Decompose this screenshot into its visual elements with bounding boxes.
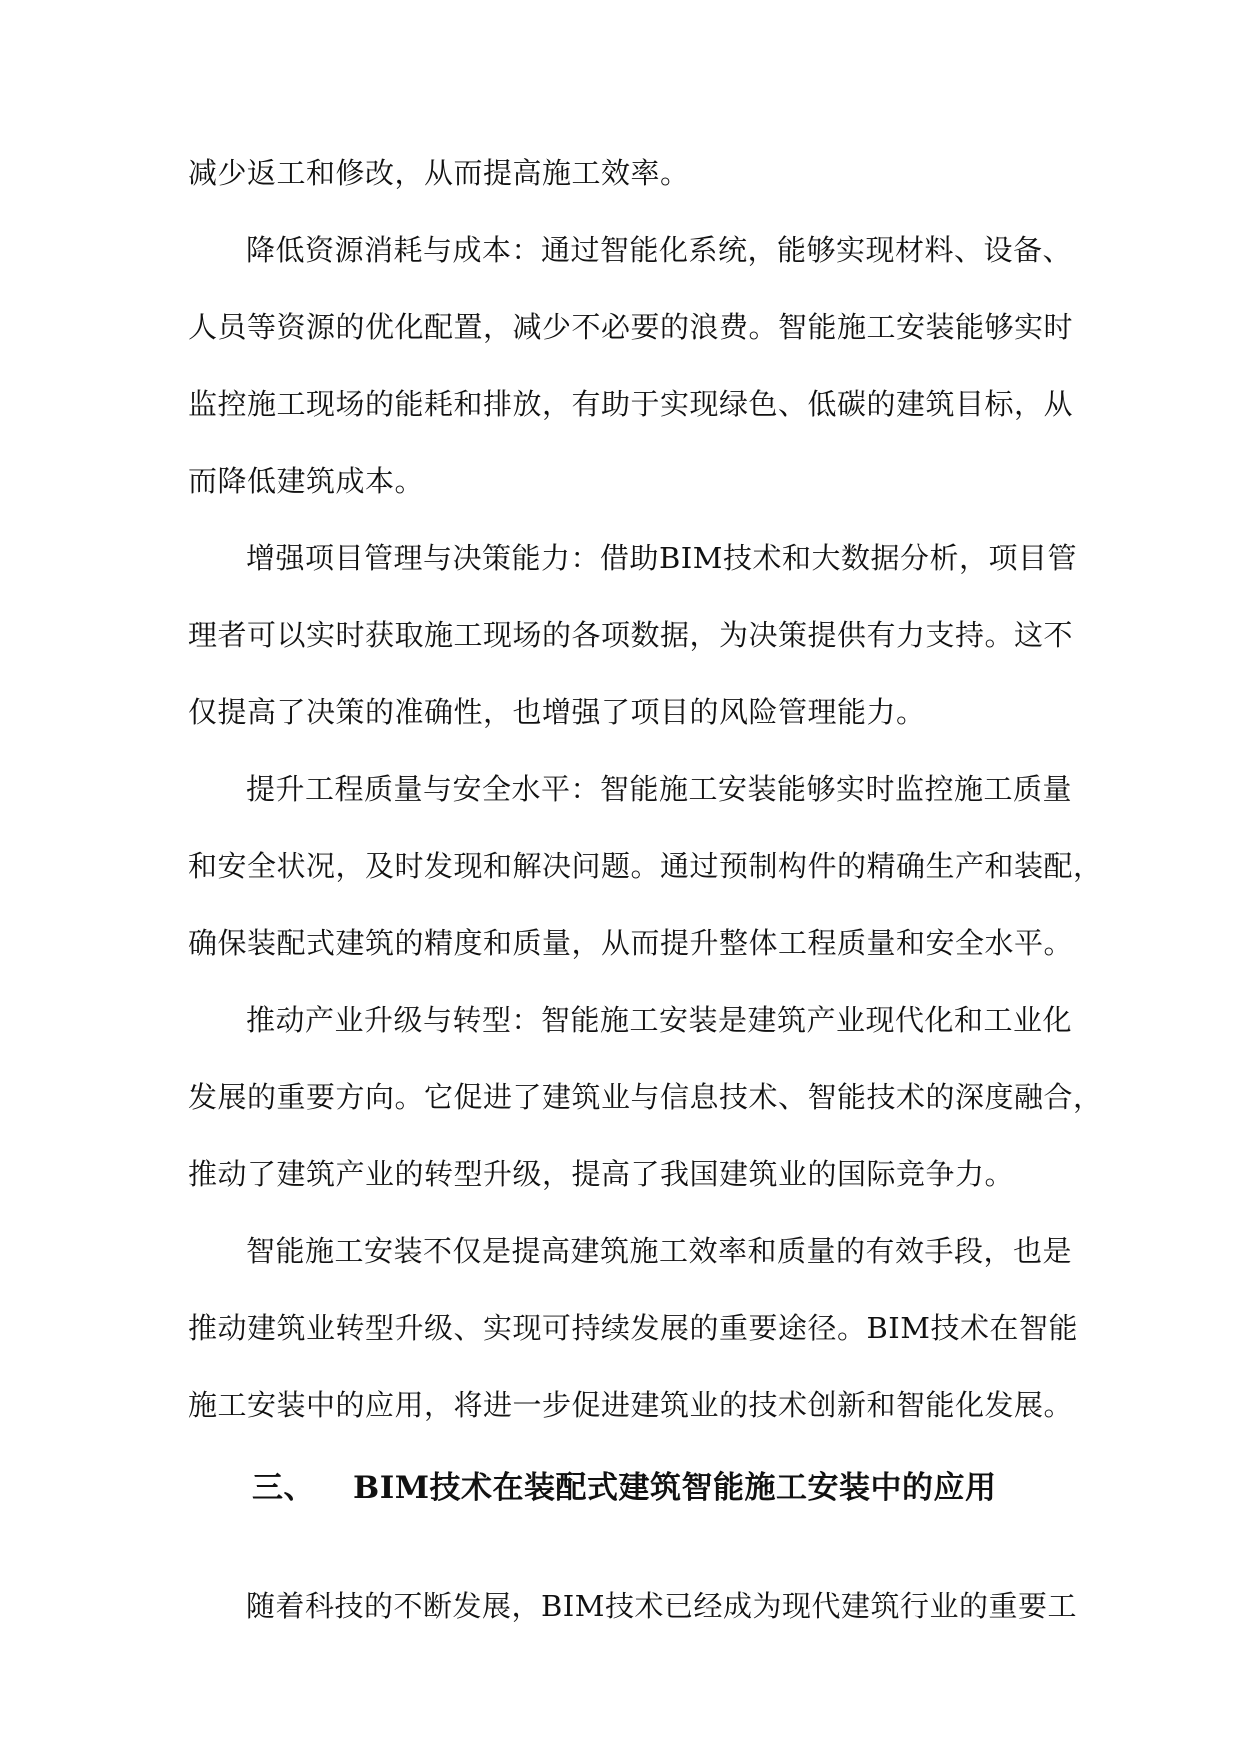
- text-line: 和安全状况，及时发现和解决问题。通过预制构件的精确生产和装配，: [188, 849, 1103, 883]
- text-line: 人员等资源的优化配置，减少不必要的浪费。智能施工安装能够实时: [188, 310, 1074, 344]
- text-line: 推动了建筑产业的转型升级，提高了我国建筑业的国际竞争力。: [188, 1157, 1015, 1191]
- text-line: 随着科技的不断发展，BIM技术已经成为现代建筑行业的重要工: [246, 1589, 1077, 1623]
- text-line: 监控施工现场的能耗和排放，有助于实现绿色、低碳的建筑目标，从: [188, 387, 1074, 421]
- text-line: 提升工程质量与安全水平：智能施工安装能够实时监控施工质量: [246, 772, 1073, 806]
- section-title: BIM技术在装配式建筑智能施工安装中的应用: [353, 1470, 997, 1506]
- text-line: 确保装配式建筑的精度和质量，从而提升整体工程质量和安全水平。: [188, 926, 1074, 960]
- text-line: 发展的重要方向。它促进了建筑业与信息技术、智能技术的深度融合，: [188, 1080, 1103, 1114]
- body-text-continued: [188, 1568, 1077, 1645]
- section-number: 三、: [252, 1470, 315, 1506]
- text-line: 仅提高了决策的准确性，也增强了项目的风险管理能力。: [188, 695, 926, 729]
- text-line: 推动产业升级与转型：智能施工安装是建筑产业现代化和工业化: [246, 1003, 1073, 1037]
- text-line: 增强项目管理与决策能力：借助BIM技术和大数据分析，项目管: [246, 541, 1077, 575]
- text-line: 推动建筑业转型升级、实现可持续发展的重要途径。BIM技术在智能: [188, 1311, 1078, 1345]
- text-line: 理者可以实时获取施工现场的各项数据，为决策提供有力支持。这不: [188, 618, 1074, 652]
- text-line: 施工安装中的应用，将进一步促进建筑业的技术创新和智能化发展。: [188, 1388, 1074, 1422]
- body-text: [188, 135, 1103, 1444]
- text-line: 而降低建筑成本。: [188, 464, 425, 498]
- text-line: 智能施工安装不仅是提高建筑施工效率和质量的有效手段，也是: [246, 1234, 1073, 1268]
- section-heading: [252, 1462, 997, 1507]
- text-line: 减少返工和修改，从而提高施工效率。: [188, 156, 690, 190]
- text-line: 降低资源消耗与成本：通过智能化系统，能够实现材料、设备、: [246, 233, 1073, 267]
